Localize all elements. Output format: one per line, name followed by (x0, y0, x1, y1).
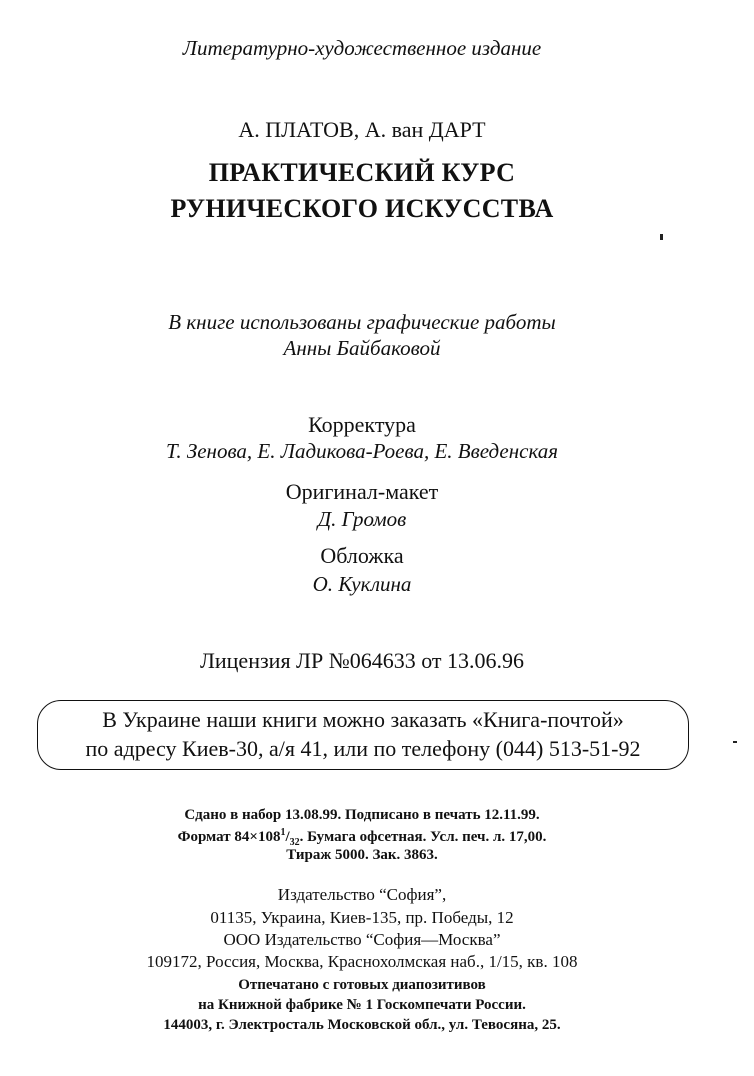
printed-from-note: Отпечатано с готовых диапозитивов (238, 977, 486, 993)
scan-speck (660, 234, 663, 240)
layout-label: Оригинал-макет (285, 479, 439, 504)
format-sub: 32 (289, 837, 300, 848)
cover-label: Обложка (320, 543, 404, 568)
proofreading-label: Корректура (308, 412, 416, 437)
publisher-name: Издательство “София”, (277, 885, 447, 904)
book-authors: А. ПЛАТОВ, А. ван ДАРТ (238, 117, 486, 142)
scan-speck (733, 741, 737, 743)
book-title-line-2: РУНИЧЕСКОГО ИСКУССТВА (170, 194, 554, 223)
illustrations-note-line-1: В книге использованы графические работы (168, 310, 556, 334)
print-run: Тираж 5000. Зак. 3863. (286, 847, 438, 863)
format-sup: 1 (280, 827, 286, 838)
format-108: 108 (257, 829, 281, 845)
publisher-moscow-name: ООО Издательство “София—Москва” (223, 930, 501, 949)
proofreading-names: Т. Зенова, Е. Ладикова-Роева, Е. Введенская (165, 439, 559, 463)
edition-type: Литературно-художественное издание (182, 36, 542, 60)
format-suffix: . Бумага офсетная. Усл. печ. л. 17,00. (299, 829, 547, 845)
format-slash: / (285, 829, 290, 845)
ordering-notice-line-1: В Украине наши книги можно заказать «Книга-почтой» (102, 707, 624, 732)
illustrations-note-line-2: Анны Байбаковой (283, 336, 441, 360)
typesetting-dates: Сдано в набор 13.08.99. Подписано в печать 12.11.99. (184, 807, 540, 823)
format-times-sign: × (249, 829, 258, 845)
publisher-address-ukraine: 01135, Украина, Киев-135, пр. Победы, 12 (210, 908, 514, 927)
format-and-paper (0, 827, 724, 848)
printing-house-address: 144003, г. Электросталь Московской обл., ул. Тевосяна, 25. (163, 1017, 561, 1033)
layout-name: Д. Громов (317, 507, 407, 531)
cover-name: О. Куклина (312, 572, 412, 596)
format-prefix: Формат 84 (177, 829, 250, 845)
book-title-line-1: ПРАКТИЧЕСКИЙ КУРС (208, 158, 516, 187)
license-number: Лицензия ЛР №064633 от 13.06.96 (199, 648, 525, 673)
publisher-address-russia: 109172, Россия, Москва, Краснохолмская наб., 1/15, кв. 108 (146, 952, 578, 971)
ordering-notice-line-2: по адресу Киев-30, а/я 41, или по телефону (044) 513-51-92 (85, 736, 641, 761)
printing-house: на Книжной фабрике № 1 Госкомпечати России. (198, 997, 526, 1013)
